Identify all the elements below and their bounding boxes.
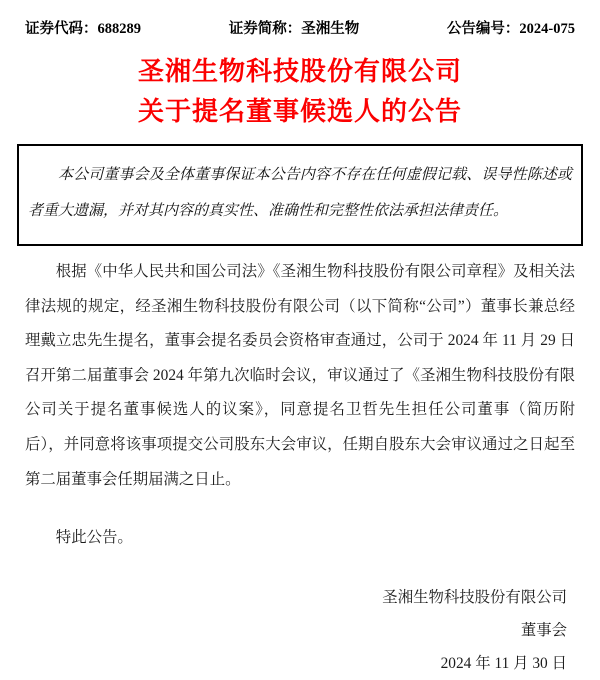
stock-code-value: 688289 (97, 21, 141, 37)
title-line-company: 圣湘生物科技股份有限公司 (137, 56, 462, 86)
announcement-number-label: 公告编号： (446, 21, 520, 37)
stock-name (229, 17, 360, 38)
securities-header (25, 17, 575, 38)
body-paragraph: 根据《中华人民共和国公司法》《圣湘生物科技股份有限公司章程》及相关法律法规的规定，经圣湘生物科技股份有限公司（以下简称“公司”）董事长兼总经理戴立忠先生提名，董事会提名委员会资格审查通过，公司于 2024 年 11 月 29 日召开第二届董事会 2024 年第九次临时会议，审议通过了《圣湘生物科技股份有限公司关于提名董事候选人的议案》，同意提名卫哲先生担任公司董事（简历附后），并同意将该事项提交公司股东大会审议，任期自股东大会审议通过之日起至第二届董事会任期届满之日止。 (25, 263, 575, 488)
board-statement-box (17, 144, 583, 246)
signature-company: 圣湘生物科技股份有限公司 (382, 588, 567, 606)
signature-date: 2024 年 11 月 30 日 (440, 654, 567, 672)
board-statement-text: 本公司董事会及全体董事保证本公告内容不存在任何虚假记载、误导性陈述或者重大遗漏，并对其内容的真实性、准确性和完整性依法承担法律责任。 (28, 167, 572, 219)
closing-paragraph: 特此公告。 (55, 529, 133, 547)
stock-code-label: 证券代码： (25, 21, 98, 37)
signature-block (25, 581, 575, 680)
announcement-document (0, 17, 600, 672)
stock-name-label: 证券简称： (228, 21, 302, 37)
title-line-subject: 关于提名董事候选人的公告 (137, 96, 462, 126)
stock-name-value: 圣湘生物 (301, 21, 360, 37)
announcement-number-value: 2024-075 (519, 21, 575, 37)
stock-code (25, 17, 141, 38)
page-title (25, 51, 575, 131)
announcement-number (447, 17, 575, 38)
signature-board: 董事会 (520, 621, 567, 639)
